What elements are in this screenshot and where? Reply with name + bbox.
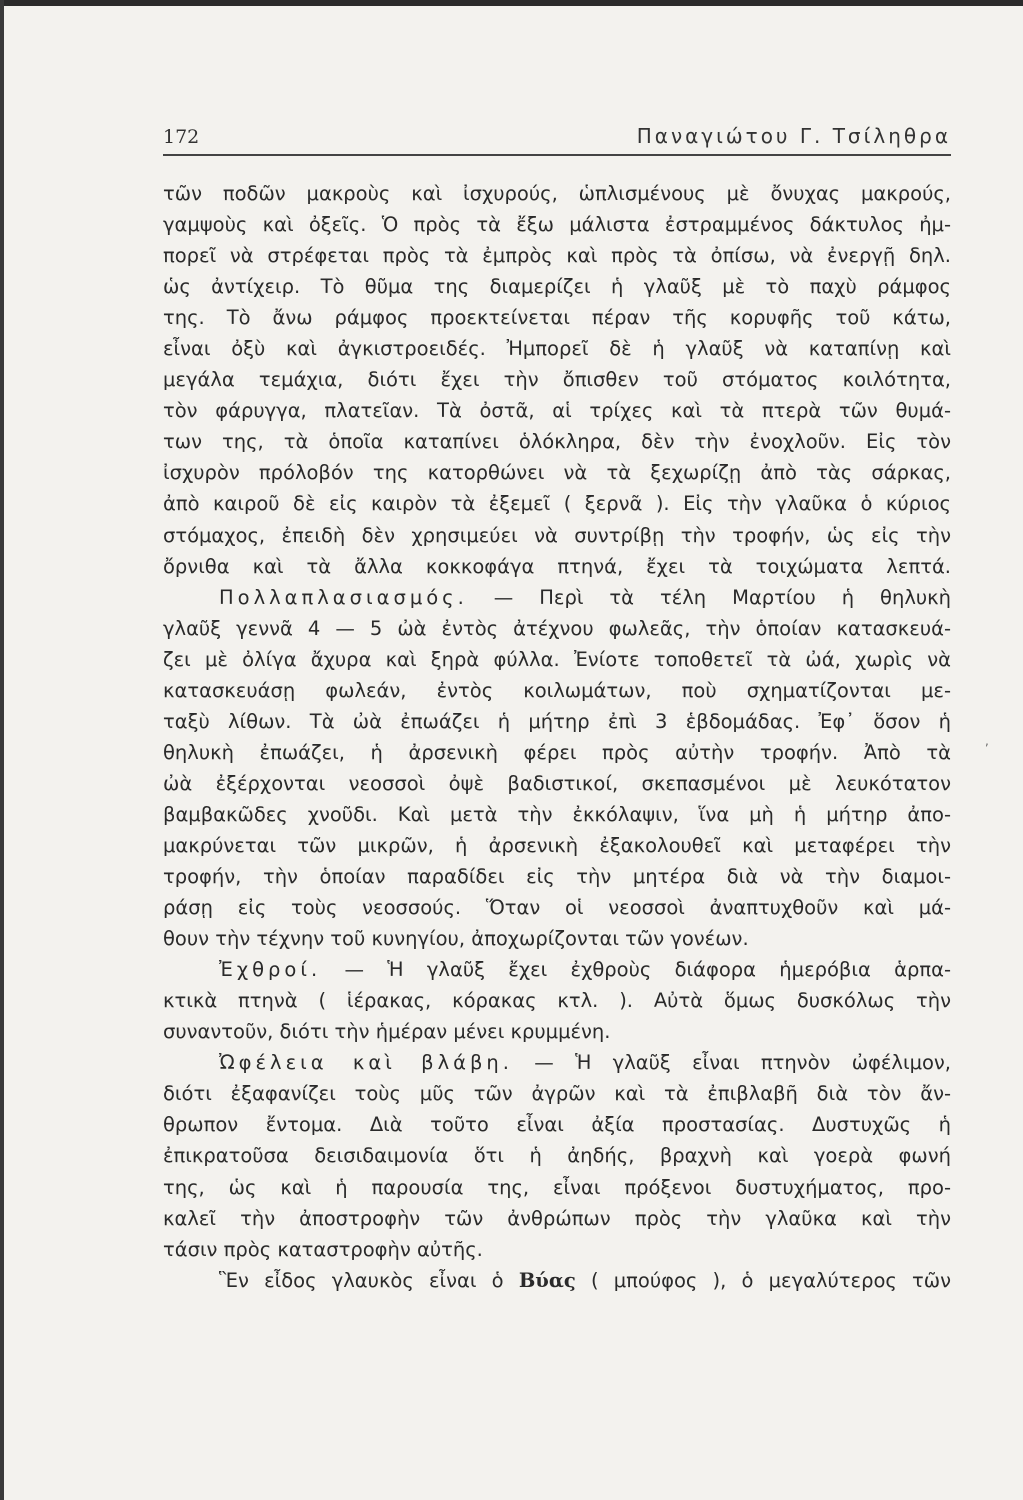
text-line: ἰσχυρὸν πρόλοβόν της κατορθώνει νὰ τὰ ξεχωρίζῃ ἀπὸ τὰς σάρκας,	[163, 461, 951, 485]
eagle-owl-after: ( μπούφος ), ὁ μεγαλύτερος τῶν	[590, 1268, 951, 1292]
section-enemies-lead: — Ἡ γλαῦξ ἔχει ἐχθροὺς διάφορα ἡμερόβια ἁρπα-	[344, 958, 951, 982]
text-line: των της, τὰ ὁποῖα καταπίνει ὁλόκληρα, δὲν τὴν ἐνοχλοῦν. Εἰς τὸν	[163, 430, 951, 454]
text-line: της, ὡς καὶ ἡ παρουσία της, εἶναι πρόξενοι δυστυχήματος, προ-	[163, 1175, 951, 1199]
text-line: τάσιν πρὸς καταστροφὴν αὐτῆς.	[163, 1237, 483, 1261]
text-line: ὠὰ ἐξέρχονται νεοσσοὶ ὀψὲ βαδιστικοί, σκεπασμένοι μὲ λευκότατον	[163, 771, 951, 795]
section-enemies-first-line	[163, 954, 951, 985]
text-line: συναντοῦν, διότι τὴν ἡμέραν μένει κρυμμένη.	[163, 1020, 611, 1044]
eagle-owl-term: Βύας	[518, 1268, 576, 1292]
section-heading-enemies: Ἐχθροί.	[219, 958, 322, 982]
text-line: της. Τὸ ἄνω ράμφος προεκτείνεται πέραν τῆς κορυφῆς τοῦ κάτω,	[163, 306, 951, 330]
text-line: καλεῖ τὴν ἀποστροφὴν τῶν ἀνθρώπων πρὸς τὴν γλαῦκα καὶ τὴν	[163, 1206, 951, 1230]
scan-left-edge	[0, 0, 4, 1500]
page-number: 172	[163, 126, 200, 148]
text-line: ζει μὲ ὀλίγα ἄχυρα καὶ ξηρὰ φύλλα. Ἐνίοτε τοποθετεῖ τὰ ὠά, χωρὶς νὰ	[163, 647, 951, 671]
text-line: τροφήν, τὴν ὁποίαν παραδίδει εἰς τὴν μητέρα διὰ νὰ τὴν διαμοι-	[163, 865, 951, 889]
section-benefit-lead: — Ἡ γλαῦξ εἶναι πτηνὸν ὠφέλιμον,	[534, 1051, 951, 1075]
text-line: κατασκευάσῃ φωλεάν, ἐντὸς κοιλωμάτων, ποὺ σχηματίζονται με-	[163, 678, 951, 702]
eagle-owl-before: Ἓν εἶδος γλαυκὸς εἶναι ὁ	[219, 1268, 504, 1292]
text-line: μεγάλα τεμάχια, διότι ἔχει τὴν ὄπισθεν τοῦ στόματος κοιλότητα,	[163, 368, 951, 392]
text-line: ταξὺ λίθων. Τὰ ὠὰ ἐπωάζει ἡ μήτηρ ἐπὶ 3 ἑβδομάδας. Ἐφ᾽ ὅσον ἡ	[163, 709, 951, 733]
text-line: κτικὰ πτηνὰ ( ἱέρακας, κόρακας κτλ. ). Αὐτὰ ὅμως δυσκόλως τὴν	[163, 989, 951, 1013]
running-head: Παναγιώτου Γ. Τσίληθρα	[636, 124, 951, 148]
text-line: πορεῖ νὰ στρέφεται πρὸς τὰ ἐμπρὸς καὶ πρὸς τὰ ὀπίσω, νὰ ἐνεργῇ δηλ.	[163, 244, 951, 268]
text-line: θρωπον ἔντομα. Διὰ τοῦτο εἶναι ἀξία προστασίας. Δυστυχῶς ἡ	[163, 1113, 951, 1137]
text-line: εἶναι ὀξὺ καὶ ἀγκιστροειδές. Ἠμπορεῖ δὲ ἡ γλαῦξ νὰ καταπίνῃ καὶ	[163, 337, 951, 361]
header-rule	[163, 154, 951, 156]
text-line: ἐπικρατοῦσα δεισιδαιμονία ὅτι ἡ ἀηδής, βραχνὴ καὶ γοερὰ φωνή	[163, 1144, 951, 1168]
text-line: τῶν ποδῶν μακροὺς καὶ ἰσχυρούς, ὡπλισμένους μὲ ὄνυχας μακρούς,	[163, 182, 951, 205]
text-line: θηλυκὴ ἐπωάζει, ἡ ἀρσενικὴ φέρει πρὸς αὐτὴν τροφήν. Ἀπὸ τὰ	[163, 740, 951, 764]
text-line: γαμψοὺς καὶ ὀξεῖς. Ὁ πρὸς τὰ ἔξω μάλιστα ἐστραμμένος δάκτυλος ἠμ-	[163, 213, 951, 237]
text-line: ἀπὸ καιροῦ δὲ εἰς καιρὸν τὰ ἐξεμεῖ ( ξερνᾶ ). Εἰς τὴν γλαῦκα ὁ κύριος	[163, 492, 951, 516]
text-line: γλαῦξ γεννᾶ 4 — 5 ὠὰ ἐντὸς ἀτέχνου φωλεᾶς, τὴν ὁποίαν κατασκευά-	[163, 616, 951, 640]
section-benefit-first-line	[163, 1047, 951, 1078]
text-line: ράσῃ εἰς τοὺς νεοσσούς. Ὅταν οἱ νεοσσοὶ ἀναπτυχθοῦν καὶ μά-	[163, 896, 951, 920]
text-line: τὸν φάρυγγα, πλατεῖαν. Τὰ ὀστᾶ, αἱ τρίχες καὶ τὰ πτερὰ τῶν θυμά-	[163, 399, 951, 423]
text-line: θουν τὴν τέχνην τοῦ κυνηγίου, ἀποχωρίζονται τῶν γονέων.	[163, 927, 749, 951]
body-text	[163, 178, 951, 1296]
scan-top-edge	[0, 0, 1023, 6]
text-line: στόμαχος, ἐπειδὴ δὲν χρησιμεύει νὰ συντρίβῃ τὴν τροφήν, ὡς εἰς τὴν	[163, 523, 951, 547]
page-header	[163, 124, 951, 154]
section-reproduction-first-line	[163, 582, 951, 613]
text-line: ὄρνιθα καὶ τὰ ἄλλα κοκκοφάγα πτηνά, ἔχει τὰ τοιχώματα λεπτά.	[163, 554, 951, 578]
section-heading-reproduction: Πολλαπλασιασμός.	[219, 585, 468, 609]
text-line: βαμβακῶδες χνοῦδι. Καὶ μετὰ τὴν ἐκκόλαψιν, ἵνα μὴ ἡ μήτηρ ἀπο-	[163, 802, 951, 826]
text-line: μακρύνεται τῶν μικρῶν, ἡ ἀρσενικὴ ἐξακολουθεῖ καὶ μεταφέρει τὴν	[163, 833, 951, 857]
section-heading-benefit: Ὠφέλεια καὶ βλάβη.	[219, 1051, 513, 1075]
section-reproduction-lead: — Περὶ τὰ τέλη Μαρτίου ἡ θηλυκὴ	[493, 585, 951, 609]
marginal-mark: ,	[985, 734, 989, 748]
eagle-owl-line	[163, 1265, 951, 1296]
text-line: διότι ἐξαφανίζει τοὺς μῦς τῶν ἀγρῶν καὶ τὰ ἐπιβλαβῆ διὰ τὸν ἄν-	[163, 1082, 951, 1106]
text-line: ὡς ἀντίχειρ. Τὸ θῦμα της διαμερίζει ἡ γλαῦξ μὲ τὸ παχὺ ράμφος	[163, 275, 951, 299]
